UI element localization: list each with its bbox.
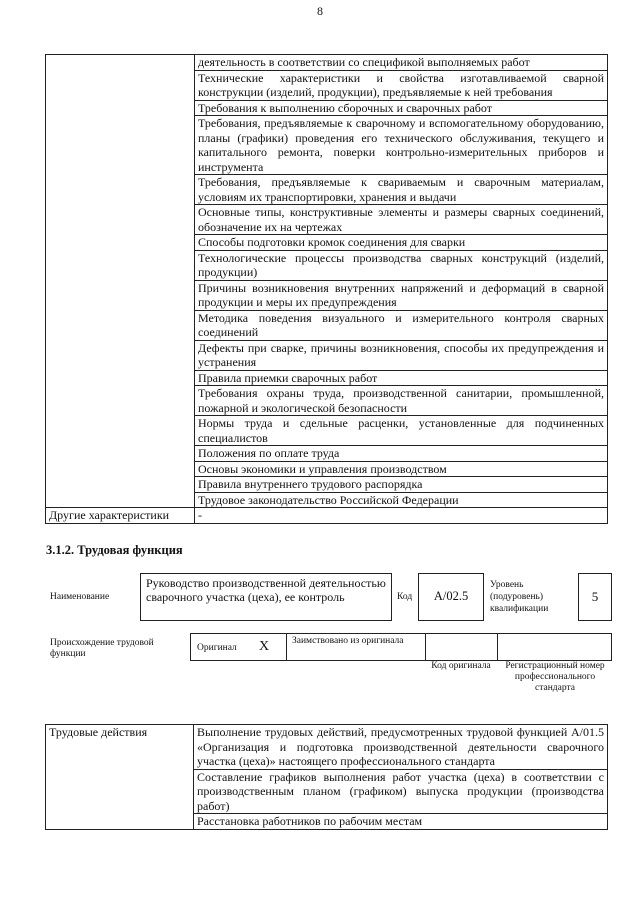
name-box xyxy=(140,573,392,621)
origin-label: Происхождение трудовой функции xyxy=(50,638,154,659)
divider xyxy=(497,634,498,660)
code-label: Код xyxy=(397,592,413,602)
code-box xyxy=(418,573,484,621)
divider xyxy=(425,634,426,660)
labor-action-row: Выполнение трудовых действий, предусмотренных трудовой функцией А/01.5 «Организация и подготовка производственной деятельности сварочного участка (цеха)» настоящего профессионального стандарта xyxy=(194,725,608,770)
labor-action-row: Составление графиков выполнения работ участка (цеха) в соответствии с производственным планом (графиком) выпуска продукции (производства работ) xyxy=(194,769,608,814)
borrowed-label: Заимствовано из оригинала xyxy=(292,636,404,646)
other-characteristics-value: - xyxy=(195,508,608,524)
labor-actions-table xyxy=(45,724,608,830)
requirement-row: Дефекты при сварке, причины возникновения, способы их предупреждения и устранения xyxy=(195,340,608,370)
original-mark: X xyxy=(259,639,270,654)
requirement-row: Основные типы, конструктивные элементы и размеры сварных соединений, обозначение их на чертежах xyxy=(195,205,608,235)
level-box xyxy=(578,573,612,621)
requirement-row: Причины возникновения внутренних напряжений и деформаций в сварной продукции и меры их предупреждения xyxy=(195,280,608,310)
function-name: Руководство производственной деятельностью сварочного участка (цеха), ее контроль xyxy=(146,576,386,604)
function-code: А/02.5 xyxy=(433,589,469,603)
section-heading: 3.1.2. Трудовая функция xyxy=(46,543,183,557)
blank-label-cell xyxy=(46,55,195,508)
registration-caption: Регистрационный номер профессионального стандарта xyxy=(505,661,605,693)
other-characteristics-label: Другие характеристики xyxy=(46,508,195,524)
requirement-row: Методика поведения визуального и измерительного контроля сварных соединений xyxy=(195,310,608,340)
level-label: Уровень (подуровень) квалификации xyxy=(490,580,549,614)
requirement-row: Трудовое законодательство Российской Федерации xyxy=(195,492,608,508)
name-label: Наименование xyxy=(50,592,110,602)
requirement-row: деятельность в соответствии со спецификой выполняемых работ xyxy=(195,55,608,71)
requirement-row: Технические характеристики и свойства изготавливаемой сварной конструкции (изделий, продукции), предъявляемые к ней требования xyxy=(195,70,608,100)
requirement-row: Положения по оплате труда xyxy=(195,446,608,462)
requirement-row: Требования охраны труда, производственной санитарии, промышленной, пожарной и экологической безопасности xyxy=(195,386,608,416)
requirement-row: Правила внутреннего трудового распорядка xyxy=(195,477,608,493)
requirement-row: Способы подготовки кромок соединения для сварки xyxy=(195,235,608,251)
labor-action-row: Расстановка работников по рабочим местам xyxy=(194,814,608,830)
requirement-row: Требования, предъявляемые к свариваемым и сварочным материалам, условиям их транспортировки, хранения и выдачи xyxy=(195,175,608,205)
level-value: 5 xyxy=(591,589,599,604)
requirement-row: Требования к выполнению сборочных и сварочных работ xyxy=(195,100,608,116)
page-number: 8 xyxy=(317,4,323,18)
requirement-row: Основы экономики и управления производством xyxy=(195,461,608,477)
requirement-row: Правила приемки сварочных работ xyxy=(195,370,608,386)
labor-actions-label: Трудовые действия xyxy=(46,725,194,830)
original-label: Оригинал xyxy=(197,643,237,653)
divider xyxy=(286,634,287,660)
requirement-row: Нормы труда и сдельные расценки, установленные для подчиненных специалистов xyxy=(195,416,608,446)
requirement-row: Требования, предъявляемые к сварочному и вспомогательному оборудованию, планы (графики) проведения его технического обслуживания, текущего и капитального ремонта, поверки контрольно-измерительных приборов и инструмента xyxy=(195,116,608,175)
requirement-row: Технологические процессы производства сварных конструкций (изделий, продукции) xyxy=(195,250,608,280)
origin-box xyxy=(190,633,612,661)
code-original-caption: Код оригинала xyxy=(431,661,491,671)
competency-table xyxy=(45,54,608,524)
